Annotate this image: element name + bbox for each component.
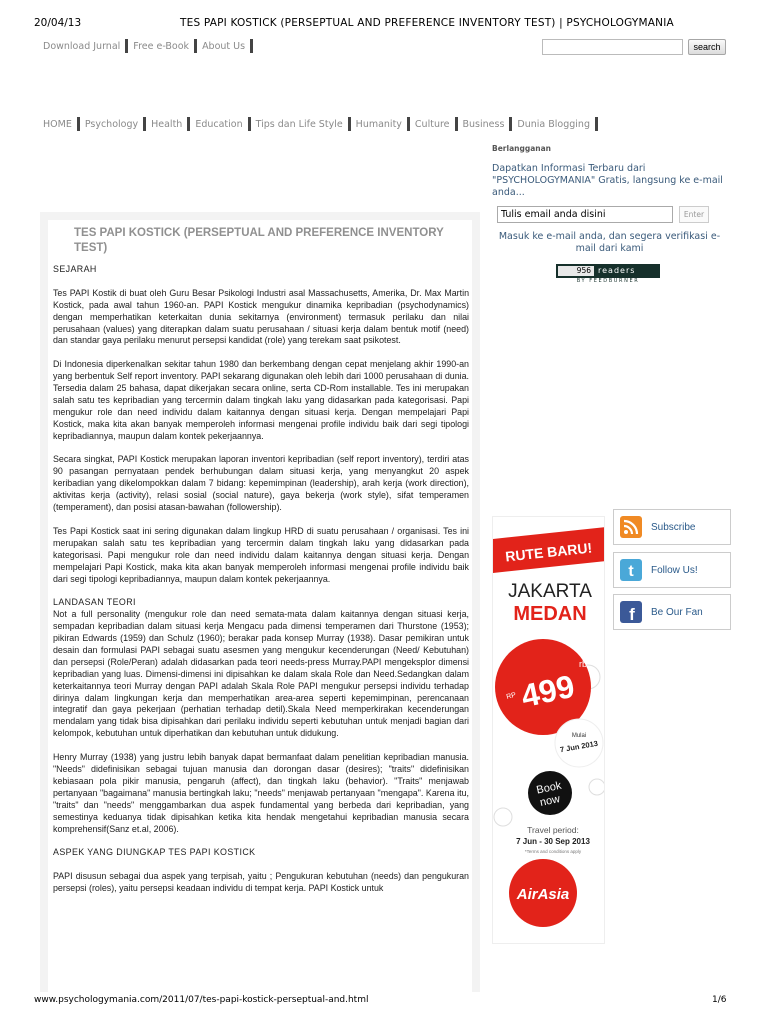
main-nav	[38, 116, 598, 132]
search-input[interactable]	[542, 39, 683, 55]
paragraph: Di Indonesia diperkenalkan sekitar tahun 1980 dan berkembang dengan cepat menjelang akhir 1990-an yang berbentuk Self report inventory. PAPI sekarang digunakan oleh lebih dari 1000 perusahaan di dunia. Tersedia dalam 25 bahasa, dapat dikerjakan secara online, serta CD-Rom installable. Tes ini merupakan salah satu tes kepribadian yang tercermin dalam tingkah laku yang didasarkan pada kategorisasi. Papi mengukur role dan need individu dalam kaitannya dengan situasi kerja. Dengan mempelajari Papi Kostick, maka kita akan banyak memperoleh informasi mengenai profile individu baik dari segi tipologi kepribadiannya, maupun dalam kontek pekerjaannya.	[53, 359, 469, 441]
toplink-about-us[interactable]: About Us	[202, 40, 246, 52]
nav-education[interactable]: Education	[195, 118, 243, 130]
verify-note: Masuk ke e-mail anda, dan segera verifikasi e-mail dari kami	[498, 231, 721, 254]
nav-business[interactable]: Business	[462, 118, 505, 130]
twitter-icon	[620, 559, 642, 581]
start-date: 7 Jun 2013	[559, 738, 599, 755]
subscribe-description: Dapatkan Informasi Terbaru dari "PSYCHOLOGYMANIA" Gratis, langsung ke e-mail anda...	[492, 163, 723, 198]
reader-count: 956	[558, 266, 594, 276]
top-links	[38, 38, 253, 54]
print-date: 20/04/13	[34, 17, 82, 29]
nav-separator	[595, 117, 598, 131]
nav-home[interactable]: HOME	[43, 118, 72, 130]
toplink-free-ebook[interactable]: Free e-Book	[133, 40, 190, 52]
article-body	[53, 264, 469, 986]
facebook-icon	[620, 601, 642, 623]
paragraph: Not a full personality (mengukur role dan need semata-mata dalam kaitannya dengan situasi kerja, sempadan kepribadian dalam situasi kerja Mengacu pada dimensi temperamen dari Thurstone (1953); pikiran Edwards (1959) dan Schulz (1960); berakar pada konsep Murray (1938). Dasar pemikiran untuk desain dan formulasi PAPI sebagai suatu asesmen yang mengukur kecenderungan (Need/ Kebutuhan) dan persepsi (Role/Peran) adalah didasarkan pada teori needs-press Murray.PAPI mengeksplor dimensi kepribadian yang luas. Dimensi-dimensi ini dipisahkan ke dalam skala Role dan Need.Sedangkan dalam keterkaitannya teori Murray dengan PAPI adalah Skala Role PAPI mengukur persepsi individu terhadap dirinya dalam lingkungan kerja dan memperhatikan area-area seperti kepemimpinan, perencanaan integratif dan gaya pekerjaan (perhatian terhadap detil).Skala Need memperkirakan kecenderungan mendalam yang tidak bisa dipisahkan dari perilaku individu seperti kebutuhan untuk menjadi bagian dari kelompok, kebutuhan untuk diperhatikan dan kebutuhan untuk didukung.	[53, 609, 469, 739]
rss-icon	[620, 516, 642, 538]
paragraph: Tes PAPI Kostik di buat oleh Guru Besar Psikologi Industri asal Massachusetts, Amerika, Dr. Max Martin Kostick, pada awal tahun 1960-an. PAPI Kostick mengukur dinamika kepribadian (psychodynamics) dengan memperhatikan keterkaitan dunia sekitarnya (environment) termasuk perilaku dan nilai perusahaan (values) yang diterapkan dalam suatu perusahaan / situasi kerja dalam bentuk motif (need) dan standar gaya perilaku menurut persepsi kandidat (role) yang terekam saat psikotest.	[53, 287, 469, 346]
price-currency: RP	[505, 691, 517, 701]
nav-tips-life-style[interactable]: Tips dan Life Style	[255, 118, 343, 130]
terms-note: *Terms and conditions apply	[524, 849, 582, 854]
price-suffix: rb	[579, 659, 588, 669]
price-value: 499	[517, 667, 578, 715]
city-jakarta: JAKARTA	[508, 581, 592, 602]
subscribe-label: Subscribe	[651, 521, 696, 533]
paragraph: Tes Papi Kostick saat ini sering digunakan dalam lingkup HRD di suatu perusahaan / organisasi. Tes ini merupakan salah satu tes kepribadian yang tercermin dalam tingkah laku yang didasarkan pada kategorisasi. Papi mengukur role dan need individu dalam kaitannya dengan situasi kerja. Dengan mempelajari Papi Kostick, maka kita akan banyak memperoleh informasi mengenai profile individu baik dari segi tipologi kepribadiannya, maupun dalam kontek pekerjaannya.	[53, 525, 469, 584]
travel-dates: 7 Jun - 30 Sep 2013	[516, 837, 590, 846]
facebook-fan-button[interactable]	[613, 594, 731, 630]
city-medan: MEDAN	[513, 603, 587, 625]
ad-artwork	[493, 517, 605, 944]
nav-humanity[interactable]: Humanity	[355, 118, 402, 130]
start-label: Mulai	[571, 733, 587, 739]
article-title[interactable]: TES PAPI KOSTICK (PERSEPTUAL AND PREFERENCE INVENTORY TEST)	[74, 227, 444, 254]
readers-label: readers	[598, 266, 636, 275]
book-text: Book	[535, 779, 563, 797]
nav-psychology[interactable]: Psychology	[84, 118, 139, 130]
nav-health[interactable]: Health	[151, 118, 183, 130]
follow-twitter-button[interactable]	[613, 552, 731, 588]
subscribe-label: Berlangganan	[492, 144, 552, 153]
paragraph: Secara singkat, PAPI Kostick merupakan laporan inventori kepribadian (self report inventory), terdiri atas 90 pasangan pernyataan pendek berhubungan dalam situasi kerja, yang menyangkut 20 aspek keribadian yang dikelompokkan dalam 7 bidang: kepemimpinan (leadership), arah kerja (work direction), aktivitas kerja (activity), relasi sosial (social nature), gaya bekerja (work style), sifat temperamen (temperament), dan posisi atasan-bawahan (followership).	[53, 454, 469, 513]
nav-culture[interactable]: Culture	[414, 118, 450, 130]
feedburner-label: BY FEEDBURNER	[576, 278, 640, 284]
print-url: www.psychologymania.com/2011/07/tes-papi-kostick-perseptual-and.html	[34, 995, 369, 1005]
paragraph: PAPI disusun sebagai dua aspek yang terpisah, yaitu ; Pengukuran kebutuhan (needs) dan pengukuran persepsi (roles), yaitu persepsi keadaan individu di tempat kerja. PAPI Kostick untuk	[53, 871, 469, 893]
section-heading: SEJARAH	[53, 264, 97, 274]
search-button[interactable]: search	[688, 39, 726, 55]
section-heading: LANDASAN TEORI	[53, 597, 136, 608]
paragraph: Henry Murray (1938) yang justru lebih banyak dapat bermanfaat dalam penelitian kepribadian manusia. "Needs" didefinisikan sebagai tujuan manusia dan dorongan dasar (desires); "traits" didefinisikan kebiasaan pola pikir manusia, pengaruh (affect), dan tingkah laku (behavior). "Traits" menjawab pertanyaan "bagaimana" manusia bertingkah laku; "needs" menjawab pertanyaan "mengapa". Karena itu, "traits" dan "needs" menggambarkan dua aspek fundamental yang berbeda dari kepribadian, yang semestinya keduanya tidak dipisahkan ketika kita hendak mengetahui kepribadian manusia secara komprehensif(Sanz et.al, 2006).	[53, 752, 469, 834]
nav-dunia-blogging[interactable]: Dunia Blogging	[517, 118, 590, 130]
airasia-ad-banner[interactable]	[492, 516, 605, 944]
toplink-download-jurnal[interactable]: Download Jurnal	[43, 40, 121, 52]
svg-text:t: t	[628, 563, 634, 580]
follow-label: Follow Us!	[651, 564, 698, 576]
now-text: now	[538, 793, 562, 809]
subscribe-rss-button[interactable]	[613, 509, 731, 545]
nav-separator	[250, 39, 253, 53]
fan-label: Be Our Fan	[651, 606, 703, 618]
print-title: TES PAPI KOSTICK (PERSEPTUAL AND PREFERENCE INVENTORY TEST) | PSYCHOLOGYMANIA	[180, 17, 674, 29]
email-field[interactable]: Tulis email anda disini	[497, 206, 673, 223]
ad-headline: RUTE BARU!	[504, 539, 593, 565]
section-heading: ASPEK YANG DIUNGKAP TES PAPI KOSTICK	[53, 847, 256, 858]
feedburner-badge[interactable]	[556, 264, 660, 284]
travel-label: Travel period:	[527, 825, 579, 835]
print-page-number: 1/6	[712, 995, 727, 1005]
svg-text:f: f	[629, 605, 635, 623]
enter-button[interactable]: Enter	[679, 206, 709, 223]
brand-logo: AirAsia	[516, 886, 570, 903]
